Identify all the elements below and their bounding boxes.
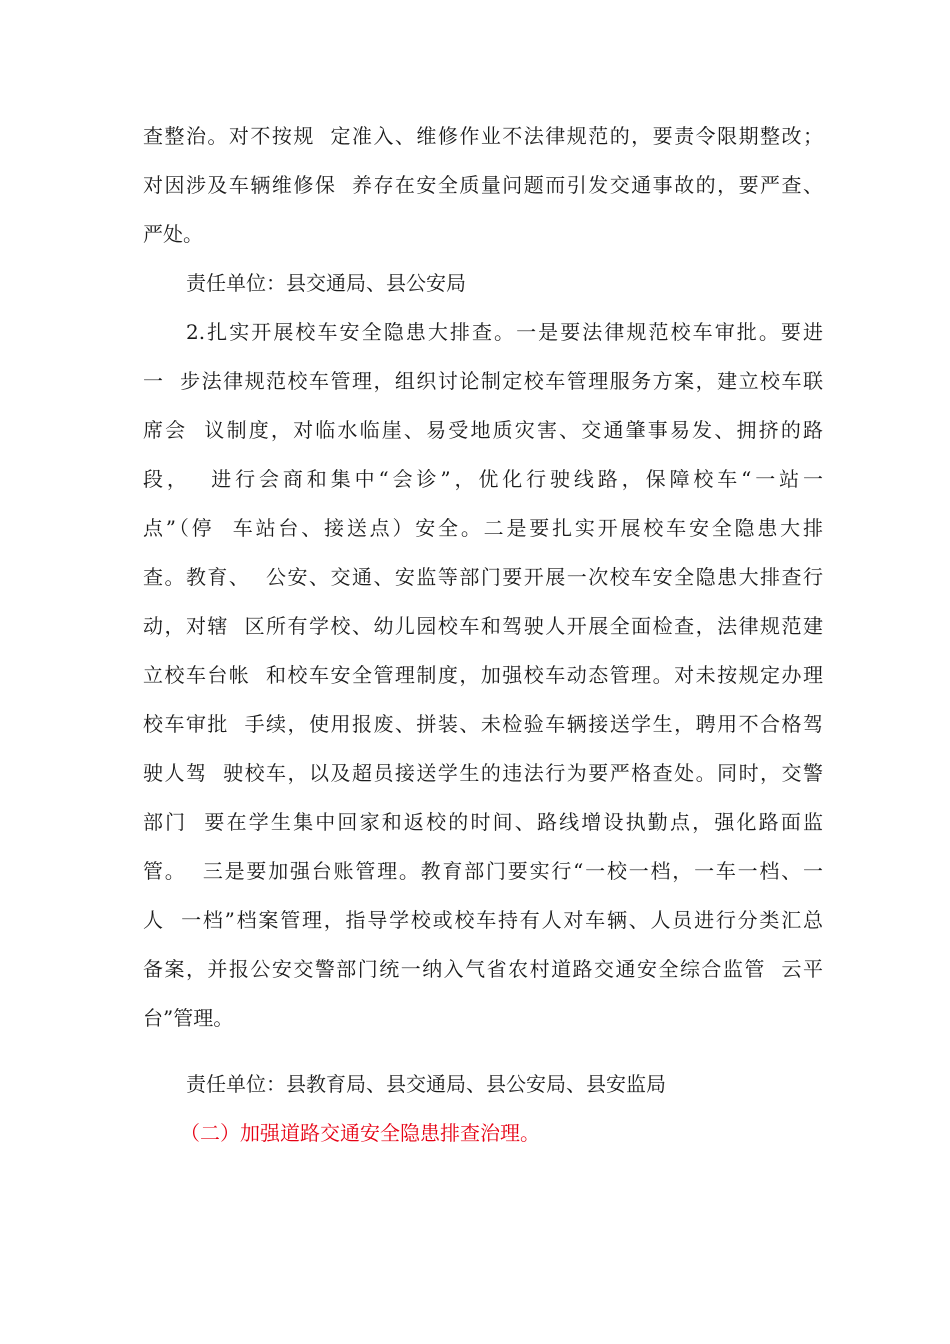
section-heading: （二）加强道路交通安全隐患排查治理。 bbox=[180, 1121, 540, 1145]
paragraph-line: 对因涉及车辆维修保 养存在安全质量问题而引发交通事故的，要严查、 bbox=[143, 173, 823, 197]
paragraph-line: 驶人驾 驶校车，以及超员接送学生的违法行为要严格查处。同时，交警 bbox=[143, 761, 823, 785]
paragraph-line: 一 步法律规范校车管理，组织讨论制定校车管理服务方案，建立校车联 bbox=[143, 369, 823, 393]
paragraph-line: 2.扎实开展校车安全隐患大排查。一是要法律规范校车审批。要进 bbox=[186, 320, 823, 344]
paragraph-line: 人 一档”档案管理，指导学校或校车持有人对车辆、人员进行分类汇总 bbox=[143, 908, 823, 932]
paragraph-line: 查。教育、 公安、交通、安监等部门要开展一次校车安全隐患大排查行 bbox=[143, 565, 823, 589]
paragraph-line: 校车审批 手续，使用报废、拼装、未检验车辆接送学生，聘用不合格驾 bbox=[143, 712, 823, 736]
paragraph-line: 查整治。对不按规 定准入、维修作业不法律规范的，要责令限期整改； bbox=[143, 124, 823, 148]
paragraph-line: 严处。 bbox=[143, 222, 203, 246]
paragraph-line: 备案，并报公安交警部门统一纳入气省农村道路交通安全综合监管 云平 bbox=[143, 957, 823, 981]
paragraph-line: 动，对辖 区所有学校、幼儿园校车和驾驶人开展全面检查，法律规范建 bbox=[143, 614, 823, 638]
responsible-unit-line: 责任单位：县教育局、县交通局、县公安局、县安监局 bbox=[186, 1072, 666, 1096]
paragraph-line: 管。 三是要加强台账管理。教育部门要实行“一校一档，一车一档、一 bbox=[143, 859, 823, 883]
paragraph-line: 台”管理。 bbox=[143, 1006, 234, 1030]
paragraph-line: 点”（停 车站台、接送点）安全。二是要扎实开展校车安全隐患大排 bbox=[143, 516, 823, 540]
paragraph-line: 席会 议制度，对临水临崖、易受地质灾害、交通肇事易发、拥挤的路 bbox=[143, 418, 823, 442]
paragraph-line: 部门 要在学生集中回家和返校的时间、路线增设执勤点，强化路面监 bbox=[143, 810, 823, 834]
paragraph-line: 段， 进行会商和集中“会诊”，优化行驶线路，保障校车“一站一 bbox=[143, 467, 823, 491]
paragraph-line: 立校车台帐 和校车安全管理制度，加强校车动态管理。对未按规定办理 bbox=[143, 663, 823, 687]
responsible-unit-line: 责任单位：县交通局、县公安局 bbox=[186, 271, 466, 295]
